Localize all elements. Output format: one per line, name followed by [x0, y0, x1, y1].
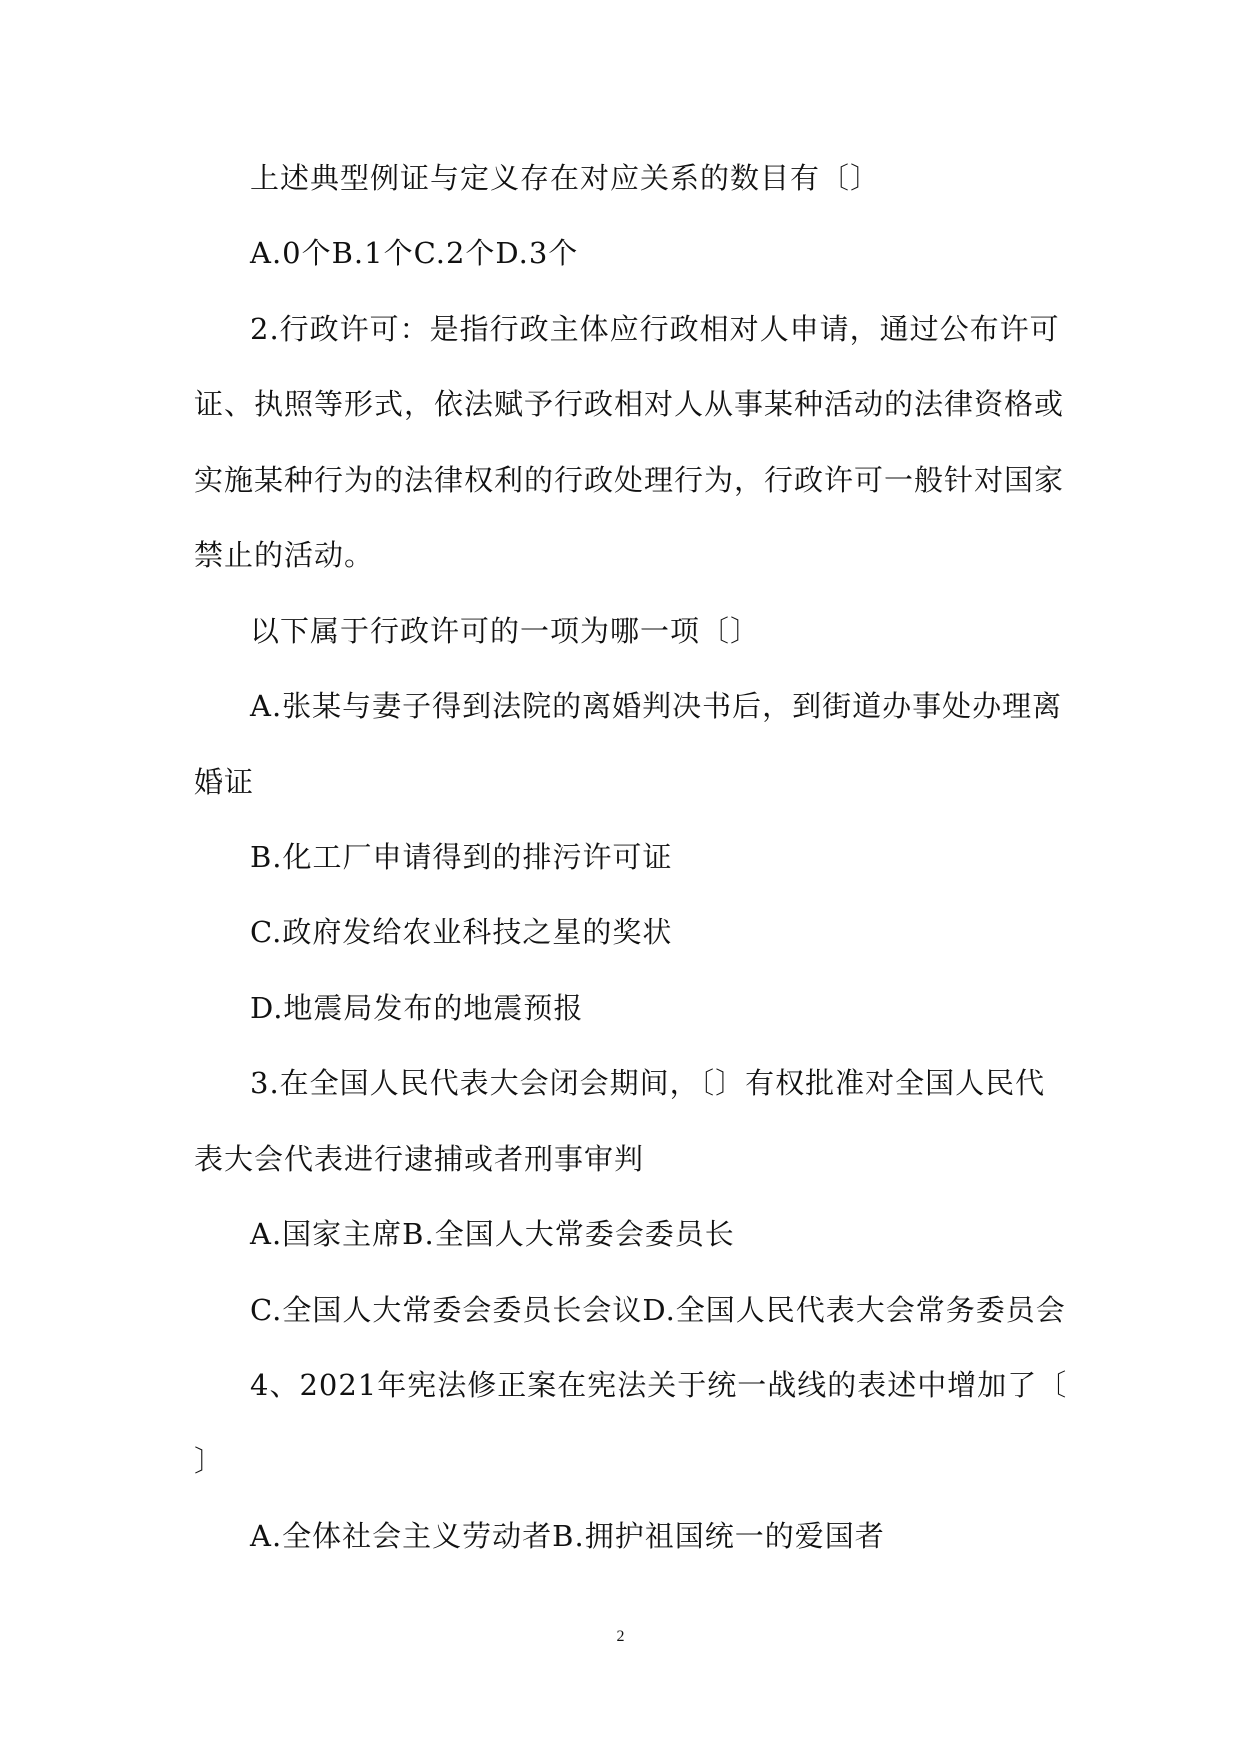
- text-line: 证、执照等形式，依法赋予行政相对人从事某种活动的法律资格或: [194, 387, 1065, 421]
- page-number: 2: [616, 1628, 625, 1645]
- text-line: B.化工厂申请得到的排污许可证: [250, 840, 673, 874]
- text-line: 4、2021年宪法修正案在宪法关于统一战线的表述中增加了〔: [250, 1368, 1068, 1402]
- text-line: D.地震局发布的地震预报: [250, 991, 584, 1025]
- text-line: C.政府发给农业科技之星的奖状: [250, 915, 673, 949]
- text-line: A.0个B.1个C.2个D.3个: [250, 236, 579, 270]
- text-line: 实施某种行为的法律权利的行政处理行为，行政许可一般针对国家: [194, 463, 1065, 497]
- text-line: 表大会代表进行逮捕或者刑事审判: [194, 1142, 645, 1176]
- text-line: 上述典型例证与定义存在对应关系的数目有〔〕: [250, 161, 881, 195]
- text-line: 以下属于行政许可的一项为哪一项〔〕: [250, 614, 761, 648]
- text-line: 禁止的活动。: [194, 538, 375, 572]
- text-line: 3.在全国人民代表大会闭会期间，〔〕有权批准对全国人民代: [250, 1066, 1046, 1100]
- text-line: 婚证: [194, 765, 255, 799]
- text-line: A.全体社会主义劳动者B.拥护祖国统一的爱国者: [250, 1519, 885, 1553]
- text-line: A.张某与妻子得到法院的离婚判决书后，到街道办事处办理离: [250, 689, 1063, 723]
- text-line: A.国家主席B.全国人大常委会委员长: [250, 1217, 735, 1251]
- text-line: 2.行政许可：是指行政主体应行政相对人申请，通过公布许可: [250, 312, 1060, 346]
- text-line: C.全国人大常委会委员长会议D.全国人民代表大会常务委员会: [250, 1293, 1066, 1327]
- text-line: 〕: [194, 1444, 225, 1478]
